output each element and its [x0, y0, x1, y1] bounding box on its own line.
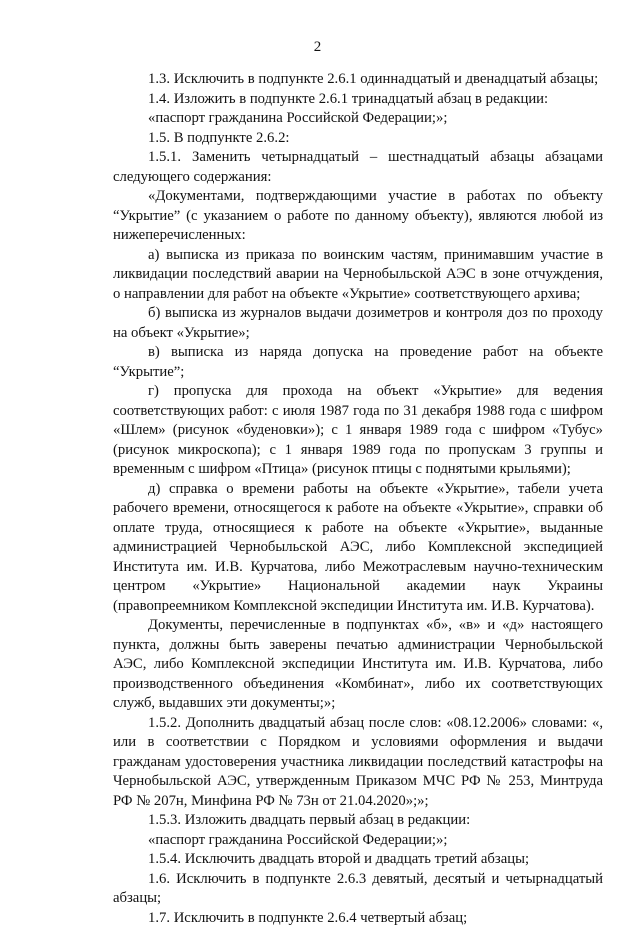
paragraph-1-5-2: 1.5.2. Дополнить двадцатый абзац после слов: «08.12.2006» словами: «, или в соответствии с Порядком и условиями оформления и выдачи гражданам удостоверения участника ликвидации последствий катастрофы на Чернобыльской АЭС, утвержденным Приказом МЧС РФ № 253, Минтруда РФ № 207н, Минфина РФ № 73н от 21.04.2020»;»; — [113, 714, 603, 812]
paragraph-quote-passport: «паспорт гражданина Российской Федерации;»; — [113, 109, 603, 129]
page-number: 2 — [0, 38, 635, 56]
paragraph-item-g: г) пропуска для прохода на объект «Укрытие» для ведения соответствующих работ: с июля 1987 года по 31 декабря 1988 года с шифром «Шлем» (рисунок «буденовки»); с 1 января 1989 года с шифром «Тубус» (рисунок микроскопа); с 1 января 1989 года по пропускам 3 группы и временным с шифром «Птица» (рисунок птицы с поднятыми крыльями); — [113, 382, 603, 480]
paragraph-1-6: 1.6. Исключить в подпункте 2.6.3 девятый, десятый и четырнадцатый абзацы; — [113, 870, 603, 909]
paragraph-1-5-1: 1.5.1. Заменить четырнадцатый – шестнадцатый абзацы абзацами следующего содержания: — [113, 148, 603, 187]
paragraph-item-b: б) выписка из журналов выдачи дозиметров и контроля доз по проходу на объект «Укрытие»; — [113, 304, 603, 343]
paragraph-documents-intro: «Документами, подтверждающими участие в работах по объекту “Укрытие” (с указанием о работе по данному объекту), являются любой из нижеперечисленных: — [113, 187, 603, 246]
paragraph-item-v: в) выписка из наряда допуска на проведение работ на объекте “Укрытие”; — [113, 343, 603, 382]
paragraph-item-d: д) справка о времени работы на объекте «Укрытие», табели учета рабочего времени, относящегося к работе на объекте «Укрытие», справки об оплате труда, относящиеся к работе на объекте «Укрытие», выданные администрацией Чернобыльской АЭС, либо Комплексной экспедицией Института им. И.В. Курчатова, либо Межотраслевым научно-техническим центром «Укрытие» Национальной академии наук Украины (правопреемником Комплексной экспедиции Института им. И.В. Курчатова). — [113, 480, 603, 617]
paragraph-1-5: 1.5. В подпункте 2.6.2: — [113, 129, 603, 149]
document-body — [113, 70, 603, 928]
paragraph-1-5-4: 1.5.4. Исключить двадцать второй и двадцать третий абзацы; — [113, 850, 603, 870]
paragraph-1-4: 1.4. Изложить в подпункте 2.6.1 тринадцатый абзац в редакции: — [113, 90, 603, 110]
paragraph-1-5-3: 1.5.3. Изложить двадцать первый абзац в редакции: — [113, 811, 603, 831]
paragraph-item-a: а) выписка из приказа по воинским частям, принимавшим участие в ликвидации последствий аварии на Чернобыльской АЭС в зоне отчуждения, о направлении для работ на объекте «Укрытие» соответствующего архива; — [113, 246, 603, 305]
paragraph-1-3: 1.3. Исключить в подпункте 2.6.1 одиннадцатый и двенадцатый абзацы; — [113, 70, 603, 90]
paragraph-documents-certification: Документы, перечисленные в подпунктах «б», «в» и «д» настоящего пункта, должны быть заверены печатью администрации Чернобыльской АЭС, либо Комплексной экспедиции Института им. И.В. Курчатова, либо производственного объединения «Комбинат», либо их соответствующих служб, выдавших эти документы;»; — [113, 616, 603, 714]
paragraph-1-7: 1.7. Исключить в подпункте 2.6.4 четвертый абзац; — [113, 909, 603, 928]
paragraph-quote-passport-2: «паспорт гражданина Российской Федерации;»; — [113, 831, 603, 851]
